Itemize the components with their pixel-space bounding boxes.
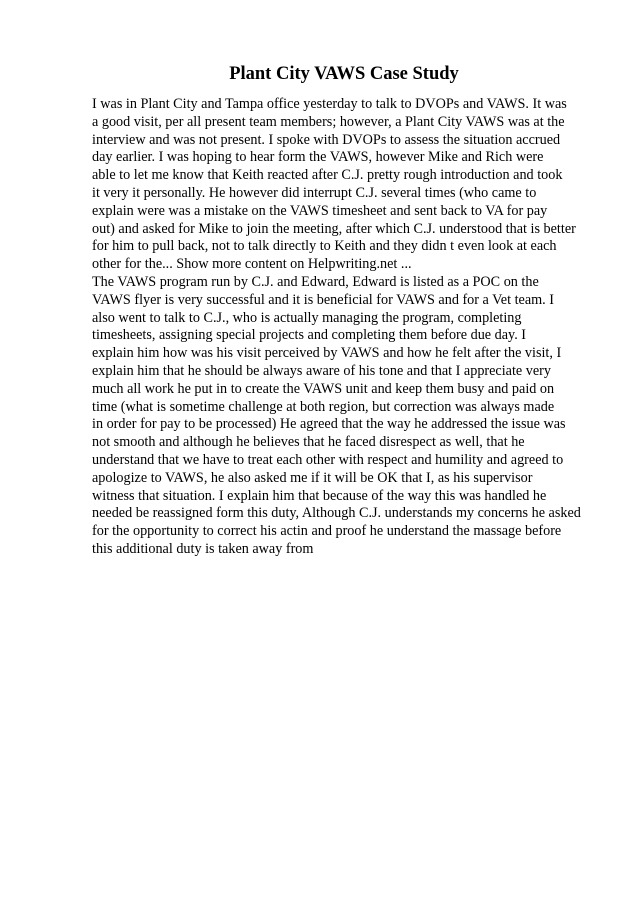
body-line: explain him that he should be always aware of his tone and that I appreciate very (92, 362, 551, 379)
body-line: time (what is sometime challenge at both region, but correction was always made (92, 398, 555, 415)
body-line: explain were was a mistake on the VAWS timesheet and sent back to VA for pay (92, 202, 548, 219)
body-line: I was in Plant City and Tampa office yesterday to talk to DVOPs and VAWS. It was (92, 96, 567, 112)
body-line: VAWS flyer is very successful and it is beneficial for VAWS and for a Vet team. I (92, 291, 554, 308)
body-line: timesheets, assigning special projects and completing them before due day. I (92, 327, 527, 344)
body-line: needed be reassigned form this duty, Although C.J. understands my concerns he asked (92, 505, 581, 522)
body-line: also went to talk to C.J., who is actually managing the program, completing (92, 309, 522, 326)
body-line: out) and asked for Mike to join the meeting, after which C.J. understood that is better (92, 220, 576, 237)
body-line: much all work he put in to create the VAWS unit and keep them busy and paid on (92, 380, 555, 397)
body-line: not smooth and although he believes that he faced disrespect as well, that he (92, 434, 525, 451)
body-line: explain him how was his visit perceived by VAWS and how he felt after the visit, I (92, 345, 562, 362)
body-line: witness that situation. I explain him that because of the way this was handled he (92, 487, 547, 504)
body-line: it very it personally. He however did interrupt C.J. several times (who came to (92, 184, 537, 201)
body-line: understand that we have to treat each other with respect and humility and agreed to (92, 451, 564, 468)
body-line: The VAWS program run by C.J. and Edward, Edward is listed as a POC on the (92, 273, 539, 290)
body-line: for the opportunity to correct his actin and proof he understand the massage before (92, 523, 562, 540)
body-line: other for the... Show more content on Helpwriting.net ... (92, 256, 412, 273)
body-line: able to let me know that Keith reacted after C.J. pretty rough introduction and took (92, 167, 563, 184)
document-title: Plant City VAWS Case Study (229, 64, 459, 84)
document-body (92, 96, 581, 559)
body-line: interview and was not present. I spoke with DVOPs to assess the situation accrued (92, 131, 561, 148)
body-line: a good visit, per all present team members; however, a Plant City VAWS was at the (92, 113, 565, 130)
body-line: in order for pay to be processed) He agreed that the way he addressed the issue was (92, 416, 566, 433)
body-line: for him to pull back, not to talk directly to Keith and they didn t even look at each (92, 238, 557, 255)
body-line: day earlier. I was hoping to hear form the VAWS, however Mike and Rich were (92, 149, 544, 166)
body-line: apologize to VAWS, he also asked me if it will be OK that I, as his supervisor (92, 469, 533, 486)
body-line: this additional duty is taken away from (92, 540, 314, 557)
